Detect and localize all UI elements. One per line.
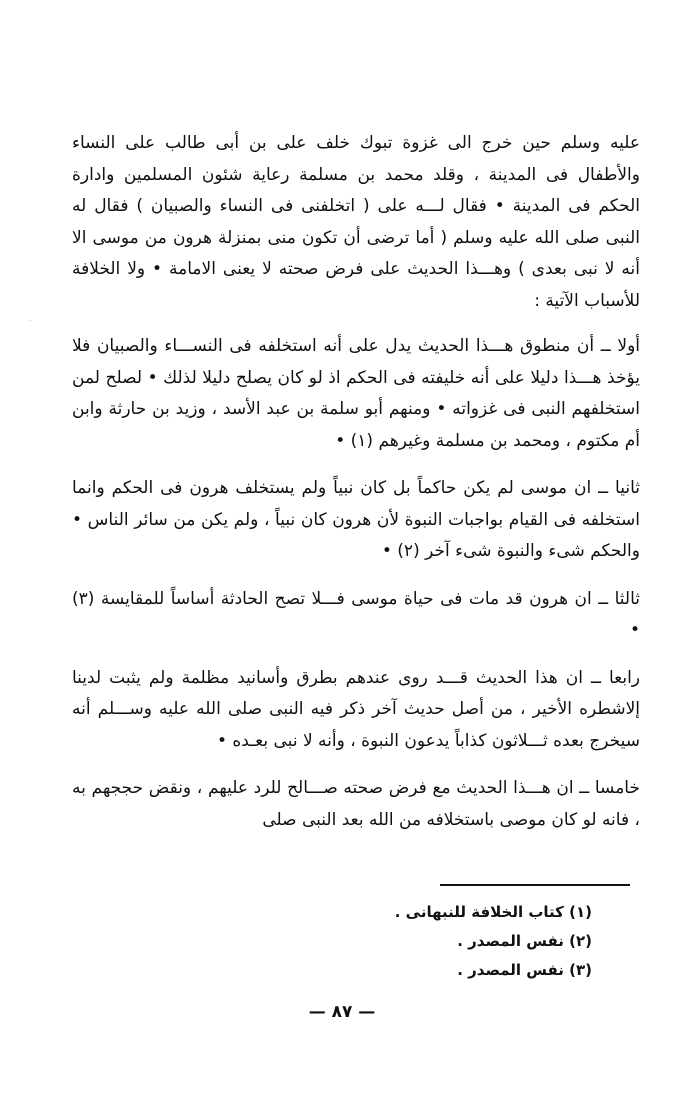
footnote-2: (٢) نفس المصدر . [457,932,592,950]
paragraph-first: أولا ــ أن منطوق هـــذا الحديث يدل على أنه استخلفه فى النســـاء والصبيان فلا يؤخذ هـــذا دليلا على أنه خليفته فى الحكم اذ لو كان يصلح دليلا لذلك • لصلح لمن استخلفهم النبى فى غزواته • ومنهم أبو سلمة بن عبد الأسد ، وزيد بن حارثة وابن أم مكتوم ، ومحمد بن مسلمة وغيرهم (١) • [72,336,640,451]
paragraph-third: ثالثا ــ ان هرون قد مات فى حياة موسى فـــلا تصح الحادثة أساساً للمقايسة (٣) • [72,588,640,640]
paragraph-second: ثانيا ــ ان موسى لم يكن حاكماً بل كان نبياً ولم يستخلف هرون فى الحكم وانما استخلفه فى القيام بواجبات النبوة لأن هرون كان نبياً ، ولم يكن من سائر الناس • والحكم شىء والنبوة شىء آخر (٢) • [72,478,640,561]
footnote-3: (٣) نفس المصدر . [457,961,592,979]
paragraph-fourth: رابعا ــ ان هذا الحديث قـــد روى عندهم بطرق وأسانيد مظلمة ولم يثبت لدينا إلاشطره الأخير ، من أصل حديث آخر ذكر فيه النبى صلى الله عليه وســـلم أنه سيخرج بعده ثـــلاثون كذاباً يدعون النبوة ، وأنه لا نبى بعـده • [72,667,640,751]
page-number: — ٨٧ — [308,1002,376,1022]
footnote-divider [440,884,630,886]
margin-speck [30,320,31,321]
body-text [72,128,640,852]
paragraph-fifth: خامسا ــ ان هـــذا الحديث مع فرض صحته صـــالح للرد عليهم ، ونقض حججهم به ، فانه لو كان موصى باستخلافه من الله بعد النبى صلى [72,778,640,830]
footnote-1: (١) كتاب الخلافة للنبهانى . [394,903,592,921]
footnotes [292,898,592,985]
paragraph-intro: عليه وسلم حين خرج الى غزوة تبوك خلف على بن أبى طالب على النساء والأطفال فى المدينة ، وقلد محمد بن مسلمة رعاية شئون المسلمين وادارة الحكم فى المدينة • فقال لـــه على ( اتخلفنى فى النساء والصبيان ) فقال له النبى صلى الله عليه وسلم ( أما ترضى أن تكون منى بمنزلة هرون من موسى الا أنه لا نبى بعدى ) وهـــذا الحديث على فرض صحته لا يعنى الامامة • ولا الخلافة للأسباب الآتية : [72,133,640,311]
